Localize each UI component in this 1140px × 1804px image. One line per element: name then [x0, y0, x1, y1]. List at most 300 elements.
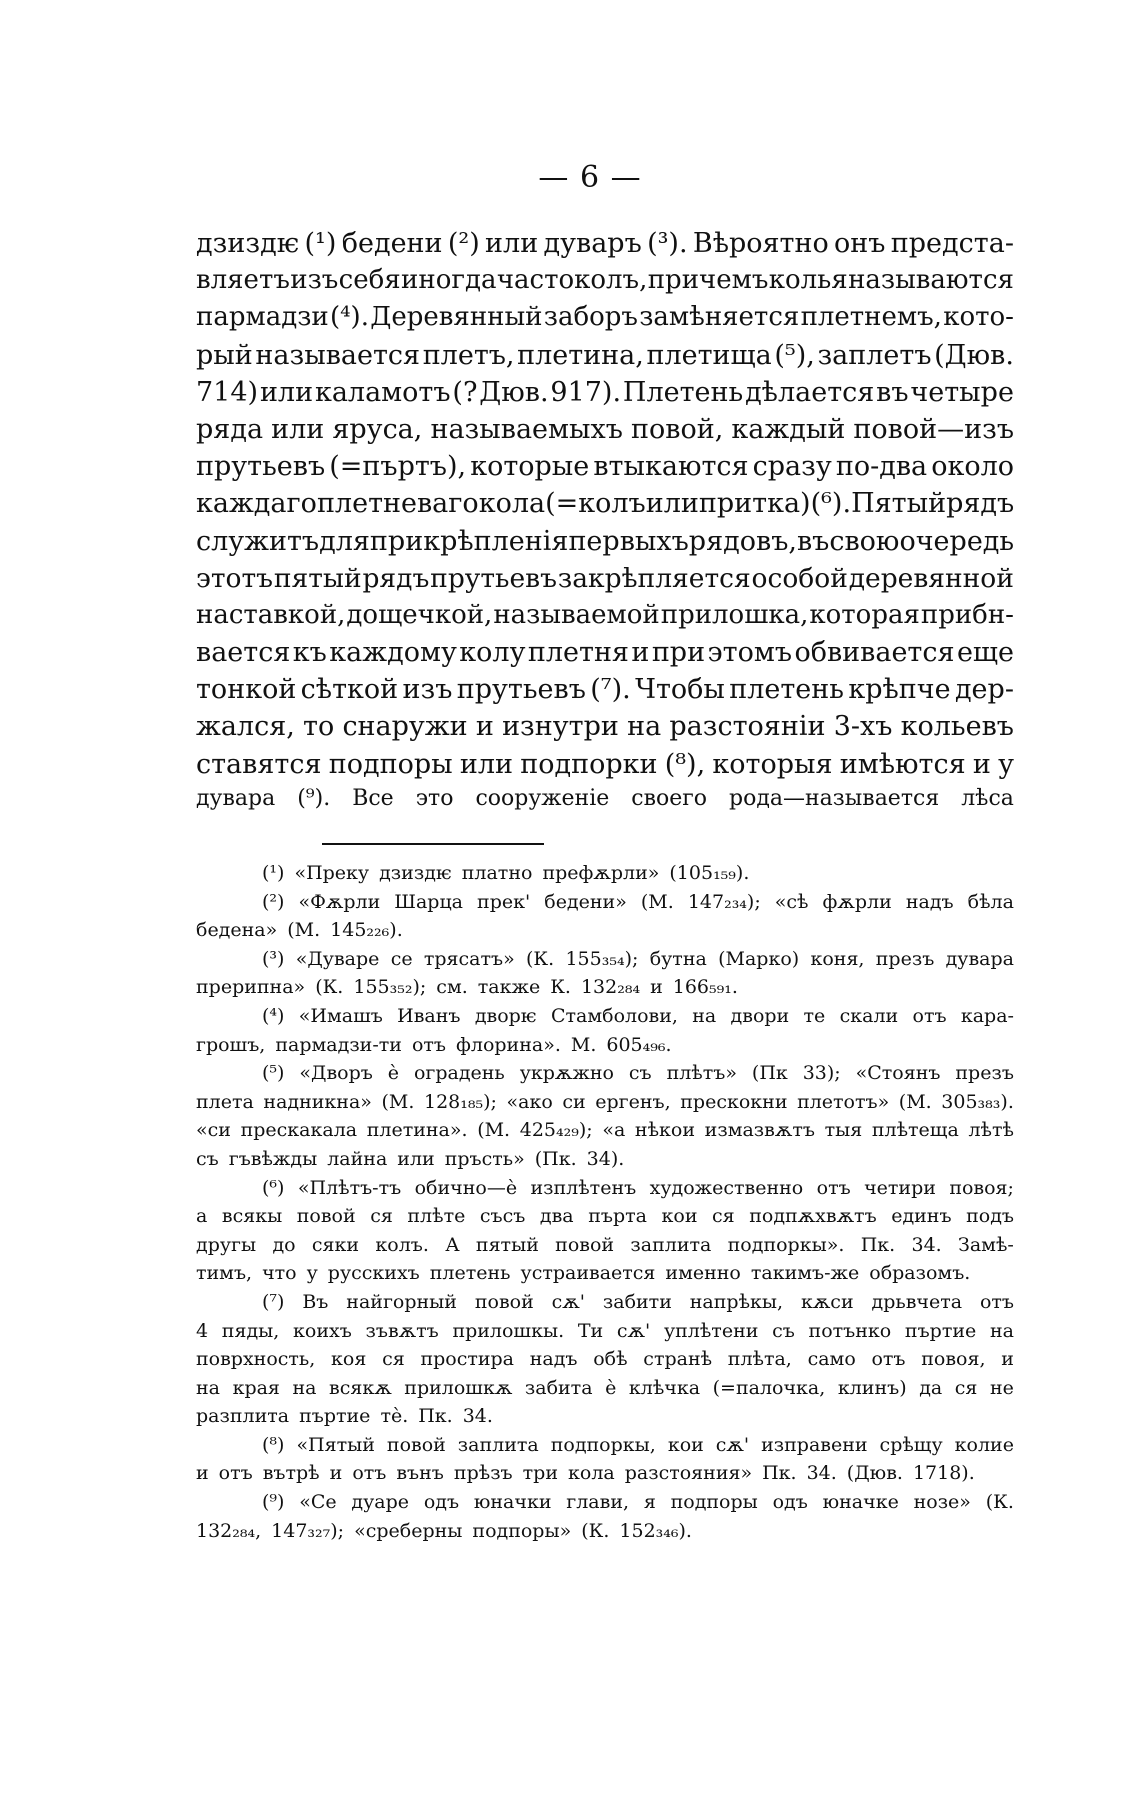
word: я: [643, 1491, 656, 1514]
word: разстояния»: [624, 1462, 753, 1485]
word: Ти: [577, 1319, 604, 1342]
word: всякы: [221, 1205, 283, 1228]
word: жался,: [196, 711, 295, 743]
word: «среберны: [354, 1519, 463, 1542]
word: каждаго: [196, 488, 317, 520]
word: подпѫхвѫтъ: [749, 1205, 877, 1228]
word: платно: [461, 862, 533, 884]
word: зъвѫтъ: [365, 1319, 439, 1342]
word: подпоры: [328, 748, 453, 780]
word: повой—изъ: [853, 413, 1014, 445]
word: срѣщу: [879, 1433, 943, 1456]
word: М.: [570, 1033, 597, 1056]
word: простира: [420, 1348, 515, 1371]
word: (²): [447, 228, 480, 259]
word: 128₁₈₅);: [424, 1090, 497, 1113]
word: иногда: [401, 265, 497, 296]
word: (⁶): [262, 1176, 285, 1199]
word: на: [196, 1376, 220, 1399]
word: пятый: [273, 562, 362, 594]
word: рядъ: [946, 488, 1014, 520]
word: найгорный: [346, 1290, 457, 1313]
word: сѫ': [715, 1433, 750, 1456]
word: или: [397, 1147, 435, 1170]
word: юначке: [822, 1491, 899, 1514]
word: тимъ,: [196, 1262, 253, 1285]
word: именно: [665, 1262, 741, 1285]
footnote-line: [196, 1520, 1014, 1549]
word: 34.: [806, 1462, 837, 1485]
word: прѣзъ: [453, 1462, 513, 1485]
footnote-line: [196, 1177, 1014, 1206]
word: называемыхъ: [430, 413, 623, 445]
word: 33);: [802, 1062, 841, 1085]
word: заплита: [457, 1433, 539, 1456]
footnote-line: [196, 1491, 1014, 1520]
word: потънко: [808, 1319, 892, 1342]
main-line: [196, 302, 1014, 339]
word: ѐ: [605, 1376, 617, 1399]
word: два: [539, 1205, 574, 1228]
word: пяды,: [221, 1319, 280, 1342]
word: отъ: [912, 1004, 947, 1027]
word: около: [931, 451, 1014, 483]
word: «Дуваре: [295, 947, 380, 970]
main-text: [196, 228, 1014, 823]
word: на: [692, 1004, 717, 1027]
word: прилошка,: [660, 599, 809, 630]
footnote-line: [196, 1434, 1014, 1463]
word: подъ: [966, 1205, 1014, 1228]
word: (Дюв.: [846, 1462, 903, 1485]
word: для: [319, 525, 370, 557]
word: 425₄₂₉);: [519, 1119, 593, 1142]
word: 305₃₈₃).: [941, 1090, 1014, 1113]
word: (²): [262, 890, 285, 913]
main-line: [196, 786, 1014, 823]
footnote-line: [196, 1148, 1014, 1177]
word: изправени: [761, 1433, 868, 1456]
word: (Пк.: [534, 1147, 577, 1170]
word: фѫрли: [822, 890, 892, 913]
word: (=палочка,: [712, 1376, 826, 1399]
main-line: [196, 526, 1014, 563]
word: на: [989, 1319, 1014, 1342]
word: 34).: [586, 1147, 625, 1170]
word: (⁸): [262, 1433, 285, 1456]
word: дѣлается: [745, 376, 875, 408]
word: кольевъ: [900, 711, 1014, 743]
word: 4: [196, 1319, 209, 1342]
word: (Дюв.: [934, 339, 1014, 371]
word: само: [807, 1348, 856, 1371]
word: «Пятый: [296, 1433, 375, 1456]
word: втыкаются: [593, 451, 749, 483]
word: у: [998, 748, 1014, 780]
word: края: [232, 1376, 280, 1399]
word: одъ: [423, 1491, 460, 1514]
word: съ: [196, 1147, 219, 1170]
word: притка): [698, 488, 811, 520]
word: (⁸),: [664, 748, 706, 780]
word: Замѣ-: [958, 1233, 1014, 1256]
word: прескакала: [240, 1119, 358, 1142]
main-line: [196, 488, 1014, 525]
footnote-line: [196, 948, 1014, 977]
word: Пятый: [851, 488, 947, 520]
word: ся: [954, 1376, 978, 1399]
word: «Фѫрли: [298, 890, 381, 913]
word: трясатъ»: [423, 947, 515, 970]
word: четири: [864, 1176, 936, 1199]
word: или: [645, 488, 699, 520]
word: то: [303, 711, 335, 743]
word: отъ: [411, 1033, 446, 1056]
word: Деревянный: [370, 302, 543, 333]
word: разплита: [196, 1405, 290, 1428]
word: Чтобы: [635, 674, 725, 706]
word: (³): [262, 947, 285, 970]
word: да: [919, 1376, 943, 1399]
word: забити: [602, 1290, 672, 1313]
main-line: [196, 340, 1014, 377]
word: которыя: [712, 748, 833, 780]
word: бѣла: [967, 890, 1014, 913]
word: до: [272, 1233, 296, 1256]
word: прутьевъ: [430, 562, 557, 594]
word: 34.: [462, 1405, 493, 1428]
word: кѫси: [800, 1290, 854, 1313]
word: крѣпче: [848, 674, 951, 706]
word: вътрѣ: [262, 1462, 320, 1485]
word: вънъ: [396, 1462, 444, 1485]
word: 145₂₂₆).: [330, 919, 403, 942]
word: причемъ: [647, 265, 769, 296]
word: прутьевъ: [196, 451, 326, 483]
word: 166₅₉₁.: [672, 976, 738, 999]
word: флорина».: [456, 1033, 561, 1056]
word: Вѣроятно: [692, 228, 829, 259]
word: по-два: [835, 451, 928, 483]
word: наставкой,: [196, 599, 346, 630]
word: колья: [768, 265, 848, 296]
word: прескокни: [680, 1090, 788, 1113]
word: Стамболови,: [550, 1004, 678, 1027]
word: дер-: [954, 674, 1014, 706]
word: забита: [524, 1376, 593, 1399]
footnote-line: [196, 976, 1014, 1005]
word: сѫ': [616, 1319, 651, 1342]
footnote-line: [196, 1034, 1014, 1063]
word: художественно: [649, 1176, 804, 1199]
word: повой: [474, 1290, 534, 1313]
word: рода—называется: [729, 785, 940, 811]
word: А: [445, 1233, 460, 1256]
word: изъ: [402, 674, 453, 706]
word: 1718).: [912, 1462, 975, 1485]
word: 147₂₃₄);: [687, 890, 761, 913]
word: Плетень: [622, 376, 744, 408]
word: кои: [661, 1205, 698, 1228]
main-line: [196, 228, 1014, 265]
word: прутьевъ: [456, 674, 586, 706]
word: у: [306, 1262, 318, 1285]
word: рядовъ,: [688, 525, 797, 557]
word: дворѥ: [474, 1004, 537, 1027]
word: ѐ: [387, 1062, 400, 1085]
word: кола: [568, 1462, 615, 1485]
word: себя: [338, 265, 401, 296]
word: къ: [292, 637, 327, 669]
word: 132₂₈₄: [580, 976, 641, 999]
word: обично—ѐ: [414, 1176, 518, 1199]
word: плетня: [527, 637, 629, 669]
word: съсъ: [479, 1205, 526, 1228]
word: онъ: [834, 228, 886, 259]
word: заплетъ: [817, 339, 932, 371]
word: своего: [631, 785, 708, 811]
word: 147₃₂₇);: [271, 1519, 345, 1542]
word: плетневаго: [316, 488, 479, 520]
word: надъ: [905, 890, 954, 913]
word: лайна: [327, 1147, 388, 1170]
word: отъ: [979, 1290, 1014, 1313]
word: три: [522, 1462, 558, 1485]
word: отъ: [218, 1462, 253, 1485]
word: (К.: [526, 947, 555, 970]
word: называется: [255, 339, 421, 371]
word: предста-: [890, 228, 1014, 259]
word: ся: [370, 1205, 393, 1228]
main-line: [196, 674, 1014, 711]
word: этотъ: [196, 562, 273, 594]
main-line: [196, 637, 1014, 674]
word: яруса,: [332, 413, 423, 445]
word: повоя,: [921, 1348, 986, 1371]
word: (М.: [287, 919, 321, 942]
word: Иванъ: [397, 1004, 461, 1027]
word: (Марко): [718, 947, 800, 970]
word: сразу: [752, 451, 832, 483]
word: каждому: [329, 637, 457, 669]
word: которые: [470, 451, 590, 483]
word: Пк.: [762, 1462, 797, 1485]
word: или: [271, 413, 325, 445]
word: дуваръ: [543, 228, 642, 259]
footnote-line: [196, 1119, 1014, 1148]
word: рый: [196, 339, 253, 371]
word: (⁹).: [297, 785, 331, 811]
main-line: [196, 749, 1014, 786]
word: плетина,: [517, 339, 644, 371]
word: каждый: [731, 413, 846, 445]
word: изъ: [290, 265, 339, 296]
word: лѣтѣ: [968, 1119, 1014, 1142]
word: «сѣ: [774, 890, 809, 913]
word: а: [196, 1205, 208, 1228]
word: «а: [602, 1119, 626, 1142]
word: сооруженіе: [475, 785, 610, 811]
footnote-line: [196, 862, 1014, 891]
word: обвивается: [794, 637, 955, 669]
footnote-line: [196, 1377, 1014, 1406]
word: подпоркы».: [727, 1233, 845, 1256]
word: префѫрли»: [542, 862, 660, 884]
word: рядъ: [362, 562, 430, 594]
word: пъртие: [299, 1405, 371, 1428]
word: нозе»: [913, 1491, 971, 1514]
word: см.: [436, 976, 468, 999]
word: юначки: [473, 1491, 552, 1514]
word: дзиздѥ: [196, 228, 300, 259]
word: напрѣкы,: [689, 1290, 784, 1313]
main-line: [196, 600, 1014, 637]
footnote-line: [196, 1320, 1014, 1349]
footnote-line: [196, 1462, 1014, 1491]
main-line: [196, 377, 1014, 414]
word: дрьвчета: [871, 1290, 963, 1313]
word: колу: [459, 637, 526, 669]
word: еще: [956, 637, 1014, 669]
word: тѐ.: [380, 1405, 409, 1428]
word: Въ: [302, 1290, 329, 1313]
word: плетень: [429, 1262, 511, 1285]
word: частоколъ,: [496, 265, 648, 296]
word: также: [477, 976, 541, 999]
word: К.: [550, 976, 571, 999]
word: бедени»: [544, 890, 627, 913]
word: отъ: [352, 1462, 387, 1485]
word: поврхность,: [196, 1348, 316, 1371]
word: бедена»: [196, 919, 278, 942]
word: нѣкои: [634, 1119, 696, 1142]
word: пятый: [475, 1233, 539, 1256]
main-line: [196, 265, 1014, 302]
word: называются: [848, 265, 1014, 296]
word: Шарца: [394, 890, 464, 913]
word: на: [627, 711, 662, 743]
word: бутна: [649, 947, 707, 970]
word: Дюв.: [479, 376, 549, 408]
word: отъ: [871, 1348, 906, 1371]
word: плетнемъ,: [800, 302, 942, 333]
word: коихъ: [293, 1319, 352, 1342]
word: клѣчка: [628, 1376, 701, 1399]
word: прек': [477, 890, 531, 913]
word: странѣ: [643, 1348, 713, 1371]
word: се: [390, 947, 413, 970]
footnote-divider: [322, 843, 544, 845]
word: подпоры»: [472, 1519, 572, 1542]
word: (=пъртъ),: [329, 451, 467, 483]
word: прилошкы.: [452, 1319, 565, 1342]
word: всякѫ: [329, 1376, 392, 1399]
footnote-line: [196, 1234, 1014, 1263]
page-number: — 6 —: [538, 160, 642, 195]
word: дощечкой,: [346, 599, 493, 630]
word: замѣняется: [639, 302, 800, 333]
word: плѣте: [407, 1205, 466, 1228]
word: единъ: [891, 1205, 952, 1228]
word: прикрѣпленія: [369, 525, 569, 557]
word: прибн-: [920, 599, 1014, 630]
word: и: [475, 711, 494, 743]
word: колъ.: [375, 1233, 429, 1256]
word: и: [650, 976, 663, 999]
word: имѣются: [839, 748, 966, 780]
word: плетища: [646, 339, 772, 371]
word: те: [803, 1004, 826, 1027]
word: Все: [352, 785, 394, 811]
word: (⁵): [262, 1062, 285, 1085]
word: уплѣтени: [663, 1319, 759, 1342]
word: обѣ: [593, 1348, 628, 1371]
word: (К.: [985, 1491, 1014, 1514]
word: (⁷).: [590, 674, 631, 706]
word: при: [651, 637, 706, 669]
word: повой: [555, 1233, 615, 1256]
word: не: [989, 1376, 1014, 1399]
word: и: [329, 1462, 343, 1485]
word: 152₃₄₆).: [619, 1519, 692, 1542]
word: скали: [839, 1004, 899, 1027]
word: разстояніи: [669, 711, 826, 743]
word: кои: [667, 1433, 704, 1456]
footnotes: [196, 862, 1014, 1548]
footnote-line: [196, 919, 1014, 948]
word: (К.: [315, 976, 344, 999]
word: оградень: [413, 1062, 505, 1085]
word: и: [196, 1462, 209, 1485]
main-line: [196, 451, 1014, 488]
footnote-line: [196, 1262, 1014, 1291]
word: каламотъ: [314, 376, 451, 408]
word: ставятся: [196, 748, 322, 780]
word: пъртие: [904, 1319, 977, 1342]
word: пърта: [588, 1205, 647, 1228]
word: пармадзи: [196, 302, 329, 333]
word: кото-: [943, 302, 1014, 333]
word: плета: [196, 1090, 254, 1113]
word: повоя;: [949, 1176, 1014, 1199]
main-line: [196, 563, 1014, 600]
word: называемой: [493, 599, 660, 630]
word: тыя: [824, 1119, 863, 1142]
word: что: [262, 1262, 297, 1285]
word: «Плѣтъ-тъ: [297, 1176, 402, 1199]
word: (⁴).: [329, 302, 369, 333]
word: дзиздѥ: [379, 862, 452, 884]
word: дувара: [945, 947, 1014, 970]
word: заплита: [630, 1233, 712, 1256]
footnote-line: [196, 1348, 1014, 1377]
word: «Стоянъ: [855, 1062, 941, 1085]
word: (М.: [898, 1090, 932, 1113]
word: плѣтъ»: [666, 1062, 737, 1085]
word: плетотъ»: [797, 1090, 890, 1113]
word: 155₃₅₂);: [353, 976, 427, 999]
word: презъ: [875, 947, 935, 970]
word: кола: [478, 488, 546, 520]
word: «Дворъ: [299, 1062, 373, 1085]
word: 155₃₅₄);: [565, 947, 639, 970]
word: (⁷): [262, 1290, 285, 1313]
word: измазвѫтъ: [704, 1119, 815, 1142]
word: подпорки: [520, 748, 658, 780]
word: сѣткой: [300, 674, 399, 706]
word: Пк.: [860, 1233, 896, 1256]
word: первыхъ: [568, 525, 689, 557]
